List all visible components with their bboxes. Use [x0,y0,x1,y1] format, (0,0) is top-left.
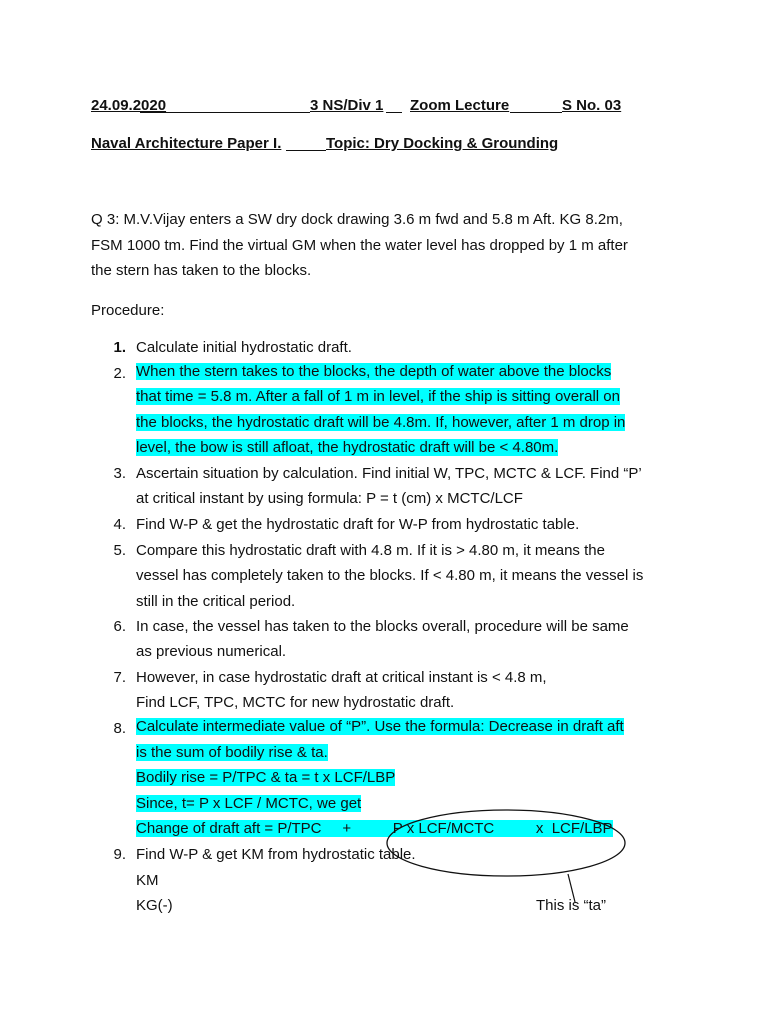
question-label: Q 3 [91,211,116,228]
step-8-line-3: Bodily rise = P/TPC & ta = t x LCF/LBP [136,769,396,786]
step-2-line-4: level, the bow is still afloat, the hydrostatic draft will be < 4.80m. [136,439,559,456]
header-mode: Zoom Lecture [410,97,510,114]
step-9-line-1: Find W-P & get KM from hydrostatic table. [136,846,416,863]
header-class: 3 NS/Div 1 [310,97,384,114]
step-8-line-4: Since, t= P x LCF / MCTC, we get [136,795,362,812]
step-number: 2. [113,365,126,382]
step-2-line-3: the blocks, the hydrostatic draft will be 4.8m. If, however, after 1 m drop in [136,414,626,431]
step-3-line-2: at critical instant by using formula: P = t (cm) x MCTC/LCF [136,490,523,507]
step-9-line-3: KG(-) [136,897,173,914]
question-line-3: the stern has taken to the blocks. [91,262,312,279]
step-7-line-2: Find LCF, TPC, MCTC for new hydrostatic draft. [136,694,455,711]
question-line-2: FSM 1000 tm. Find the virtual GM when the water level has dropped by 1 m after [91,237,628,254]
ellipse-mark [387,810,625,876]
step-9-line-2: KM [136,872,159,889]
step-6-line-2: as previous numerical. [136,643,287,660]
step-2-line-2: that time = 5.8 m. After a fall of 1 m in level, if the ship is sitting overall on [136,388,620,405]
step-3-line-1: Ascertain situation by calculation. Find initial W, TPC, MCTC & LCF. Find “P’ [136,465,642,482]
step-number: 4. [113,516,126,533]
question-text-1: : M.V.Vijay enters a SW dry dock drawing 3.6 m fwd and 5.8 m Aft. KG 8.2m, [115,211,623,228]
step-7-line-1: However, in case hydrostatic draft at critical instant is < 4.8 m, [136,669,547,686]
step-number: 5. [113,542,126,559]
paper-title: Naval Architecture Paper I. [91,135,282,152]
topic-title: Topic: Dry Docking & Grounding [326,135,559,152]
step-2-line-1: When the stern takes to the blocks, the depth of water above the blocks [136,363,612,380]
header-serial: S No. 03 [562,97,622,114]
header-date: 24.09.2020 [91,97,167,114]
step-number: 8. [113,720,126,737]
step-number: 7. [113,669,126,686]
step-number: 1. [113,339,126,356]
procedure-title: Procedure: [91,302,165,319]
step-6-line-1: In case, the vessel has taken to the blocks overall, procedure will be same [136,618,629,635]
step-number: 9. [113,846,126,863]
step-8-line-2: is the sum of bodily rise & ta. [136,744,328,761]
pointer-line [568,874,575,902]
step-number: 3. [113,465,126,482]
step-5-line-2: vessel has completely taken to the blocks. If < 4.80 m, it means the vessel is [136,567,644,584]
step-5-line-3: still in the critical period. [136,593,296,610]
step-number: 6. [113,618,126,635]
step-4-line-1: Find W-P & get the hydrostatic draft for W-P from hydrostatic table. [136,516,580,533]
step-8-line-5: Change of draft aft = P/TPC + P x LCF/MCTC x LCF/LBP [136,820,613,837]
step-1-line-1: Calculate initial hydrostatic draft. [136,339,352,356]
ta-annotation: This is “ta” [536,897,607,914]
step-8-line-1: Calculate intermediate value of “P”. Use the formula: Decrease in draft aft [136,718,624,735]
step-5-line-1: Compare this hydrostatic draft with 4.8 m. If it is > 4.80 m, it means the [136,542,605,559]
